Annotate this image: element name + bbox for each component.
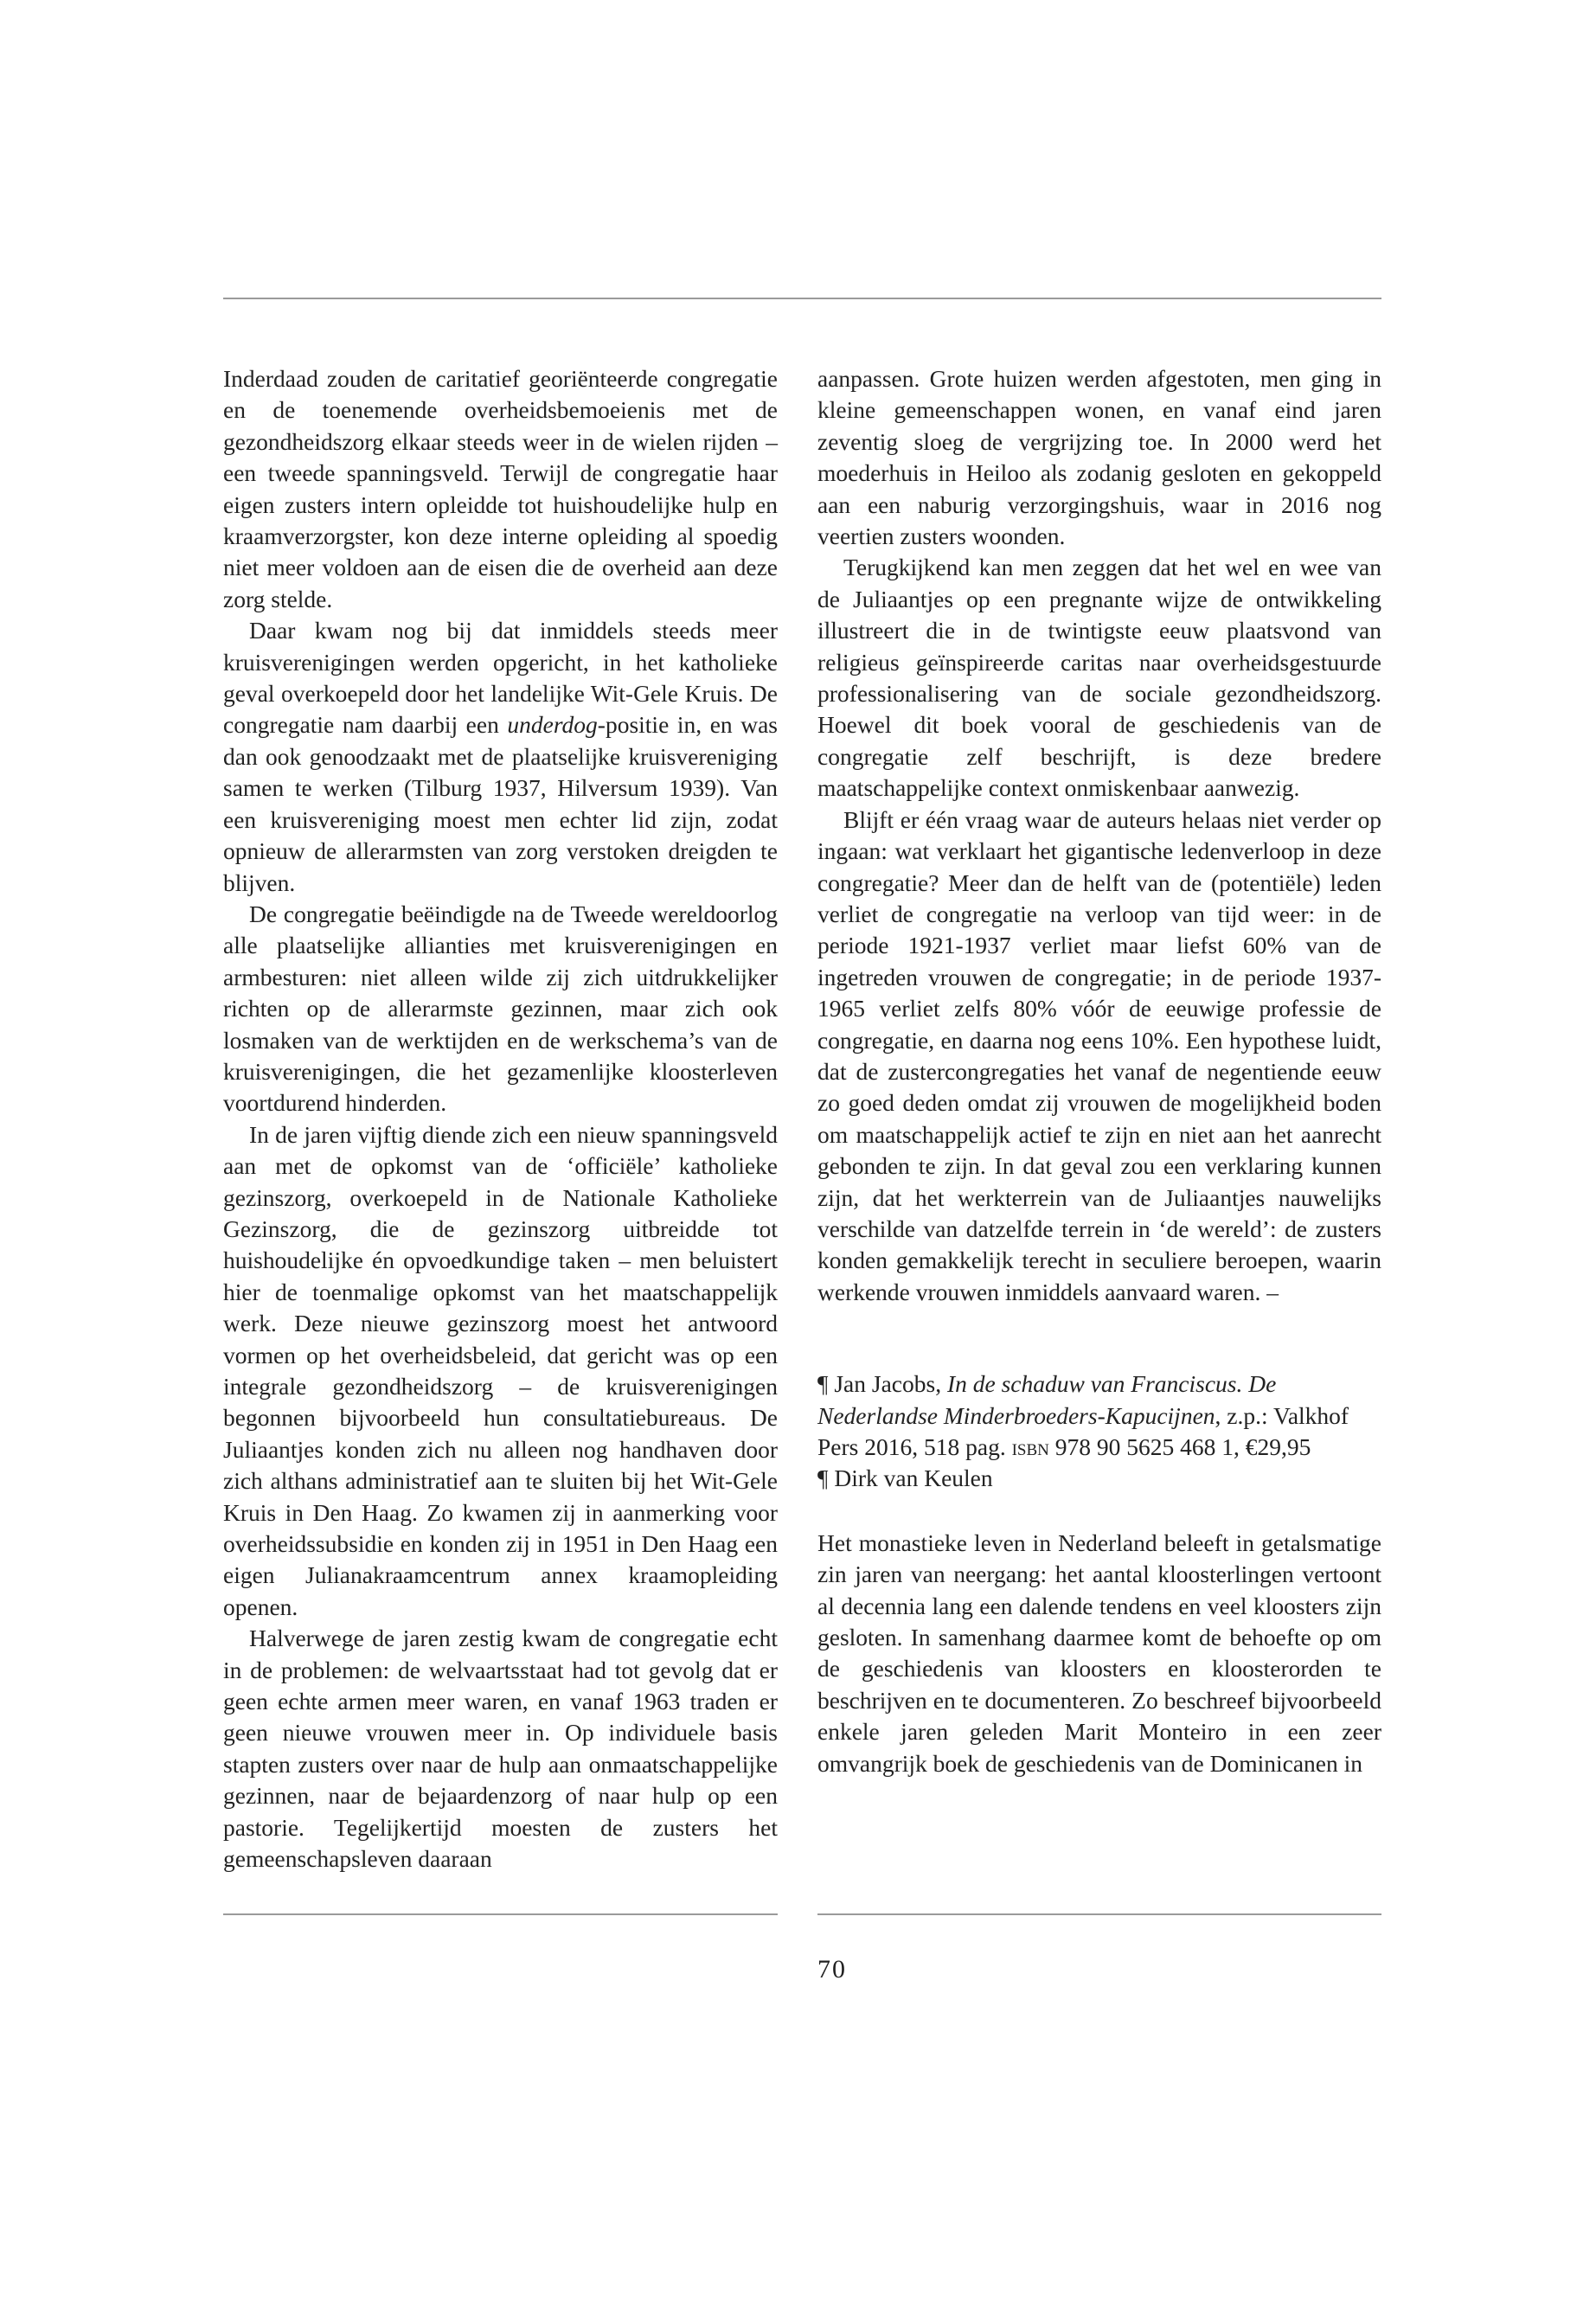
book-details: , z.p.: Valkhof Pers 2016, 518 pag. [817, 1401, 1349, 1460]
paragraph: Het monastieke leven in Nederland beleeft in getalsmatige zin jaren van neergang: het aantal kloosterlingen vertoont al decennia lang een dalende tendens en veel kloosters zijn gesloten. In samenhang daarmee komt de behoefte op om de geschiedenis van kloosters en kloosterorden te beschrijven en te documenteren. Zo beschreef bijvoorbeeld enkele jaren geleden Marit Monteiro in een zeer omvangrijk boek de geschiedenis van de Dominicanen in [817, 1529, 1381, 1777]
paragraph: Halverwege de jaren zestig kwam de congregatie echt in de problemen: de welvaartsstaat had tot gevolg dat er geen echte armen meer waren, en vanaf 1963 traden er geen nieuwe vrouwen meer in. Op individuele basis stapten zusters over naar de hulp aan onmaatschappelijke gezinnen, naar de bejaardenzorg of naar hulp op een pastorie. Tegelijkertijd moesten de zusters het gemeenschapsleven daaraan [223, 1625, 778, 1873]
isbn-label: isbn [1011, 1433, 1049, 1460]
book-title: In de schaduw van Franciscus. De Nederlandse Minderbroeders-Kapucijnen [817, 1370, 1277, 1429]
book-review-heading [817, 1368, 1381, 1495]
paragraph: Blijft er één vraag waar de auteurs helaas niet verder op ingaan: wat verklaart het gigantische ledenverloop in deze congregatie? Meer dan de helft van de (potentiële) leden verliet de congregatie na verloop van tijd weer: in de periode 1921-1937 verliet maar liefst 60% van de ingetreden vrouwen de congregatie; in de periode 1937-1965 verliet zelfs 80% vóór de eeuwige professie de congregatie, en daarna nog eens 10%. Een hypothese luidt, dat de zustercongregaties het vanaf de negentiende eeuw zo goed deden omdat zij vrouwen de mogelijkheid boden om maatschappelijk actief te zijn en niet aan het aanrecht gebonden te zijn. In dat geval zou een verklaring kunnen zijn, dat het werkterrein van de Juliaantjes nauwelijks verschilde van datzelfde terrein in ‘de wereld’: de zusters konden gemakkelijk terecht in seculiere beroepen, waarin werkende vrouwen inmiddels aanvaard waren. – [817, 805, 1381, 1305]
bibliographic-entry [817, 1368, 1381, 1463]
paragraph: Terugkijkend kan men zeggen dat het wel en wee van de Juliaantjes op een pregnante wijze de ontwikkeling illustreert die in de twintigste eeuw plaatsvond van religieus geïnspireerde caritas naar overheidsgestuurde professionalisering van de sociale gezondheidszorg. Hoewel dit boek vooral de geschiedenis van de congregatie zelf beschrijft, is deze bredere maatschappelijke context onmiskenbaar aanwezig. [817, 554, 1381, 802]
paragraph: aanpassen. Grote huizen werden afgestoten, men ging in kleine gemeenschappen wonen, en vanaf eind jaren zeventig sloeg de vergrijzing toe. In 2000 werd het moederhuis in Heiloo als zodanig gesloten en gekoppeld aan een naburig verzorgingshuis, waar in 2016 nog veertien zusters woonden. [817, 365, 1381, 550]
isbn-price: 978 90 5625 468 1, €29,95 [1048, 1433, 1311, 1460]
paragraph-text: -positie in, en was dan ook genoodzaakt met de plaatselijke kruisvereniging samen te werken (Tilburg 1937, Hilversum 1939). Van een kruisvereniging moest men echter lid zijn, zodat opnieuw de allerarmsten van zorg verstoken dreigden te blijven. [223, 711, 778, 896]
paragraph: Inderdaad zouden de caritatief georiënteerde congregatie en de toenemende overheidsbemoeienis met de gezondheidszorg elkaar steeds weer in de wielen rijden – een tweede spanningsveld. Terwijl de congregatie haar eigen zusters intern opleidde tot huishoudelijke hulp en kraamverzorgster, kon deze interne opleiding al spoedig niet meer voldoen aan de eisen die de overheid aan deze zorg stelde. [223, 365, 778, 612]
bottom-rule-right [817, 1913, 1381, 1915]
paragraph: In de jaren vijftig diende zich een nieuw spanningsveld aan met de opkomst van de ‘officiële’ katholieke gezinszorg, overkoepeld in de Nationale Katholieke Gezinszorg, die de gezinszorg uitbreidde tot huishoudelijke én opvoedkundige taken – men beluistert hier de toenmalige opkomst van het maatschappelijk werk. Deze nieuwe gezinszorg moest het antwoord vormen op het overheidsbeleid, dat gericht was op een integrale gezondheidszorg – de kruisverenigingen begonnen bijvoorbeeld hun consultatiebureaus. De Juliaantjes konden zich nu alleen nog handhaven door zich althans administratief aan te sluiten bij het Wit-Gele Kruis in Den Haag. Zo kwamen zij in aanmerking voor overheidssubsidie en konden zij in 1951 in Den Haag een eigen Julianakraamcentrum annex kraamopleiding openen. [223, 1120, 778, 1620]
paragraph [223, 615, 778, 899]
pilcrow-icon: ¶ [817, 1465, 829, 1492]
pilcrow-icon: ¶ [817, 1370, 829, 1398]
paragraph: De congregatie beëindigde na de Tweede wereldoorlog alle plaatselijke allianties met kruisverenigingen en armbesturen: niet alleen wilde zij zich uitdrukkelijker richten op de allerarmste gezinnen, maar zich ook losmaken van de werktijden en de werkschema’s van de kruisverenigingen, die het gezamenlijke kloosterleven voortdurend hinderden. [223, 900, 778, 1117]
paragraph-text: Daar kwam nog bij dat inmiddels steeds meer kruisverenigingen werden opgericht, in het katholieke geval overkoepeld door het landelijke Wit-Gele Kruis. De congregatie nam daarbij een [223, 617, 778, 739]
right-column [817, 363, 1381, 1779]
top-rule [223, 298, 1381, 299]
left-column [223, 363, 778, 1875]
reviewer-line [817, 1463, 1381, 1494]
emphasis: underdog [507, 711, 598, 739]
book-author: Jan Jacobs, [828, 1370, 947, 1398]
reviewer-name: Dirk van Keulen [828, 1465, 993, 1492]
page-number: 70 [817, 1955, 847, 1984]
bottom-rule-left [223, 1913, 778, 1915]
